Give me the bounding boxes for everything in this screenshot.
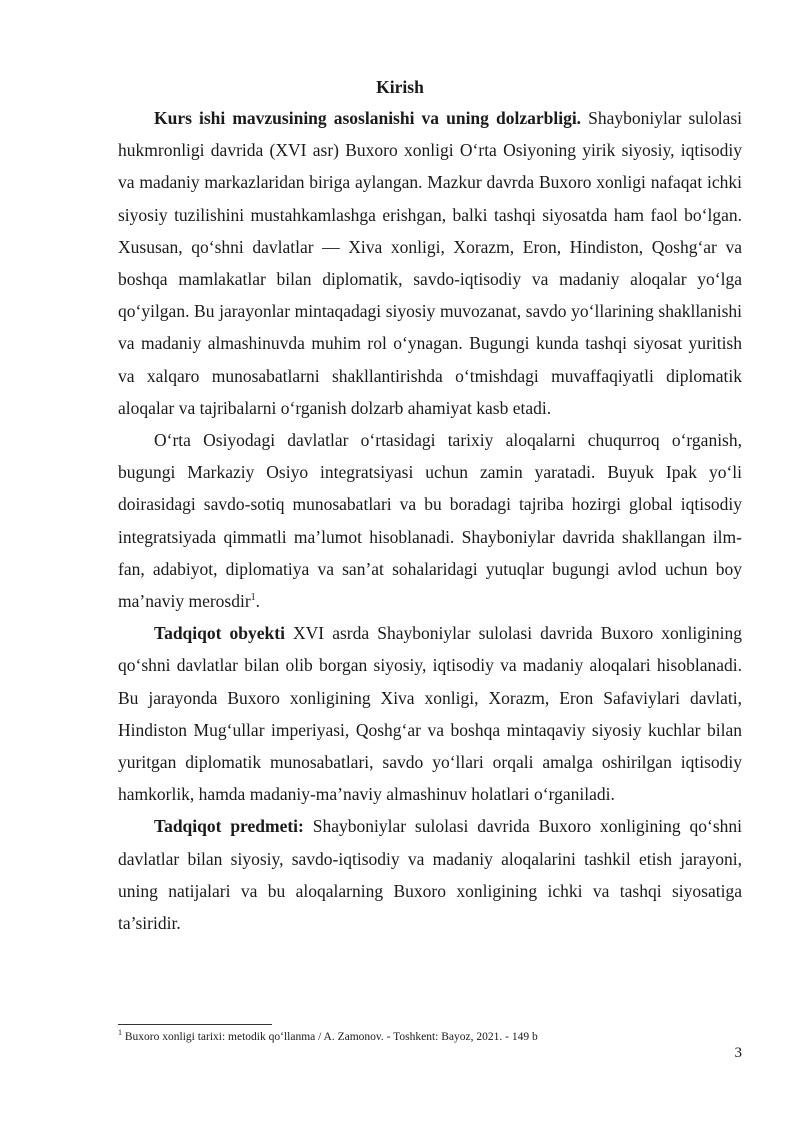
footnote [118, 1030, 742, 1045]
paragraph-research-object [118, 617, 742, 810]
footnote-text: Buxoro xonligi tarixi: metodik qo‘llanma / A. Zamonov. - Toshkent: Bayoz, 2021. - 149 b [122, 1031, 538, 1043]
paragraph-relevance [118, 102, 742, 424]
footnote-reference[interactable]: 1 [250, 592, 256, 604]
paragraph-body: O‘rta Osiyodagi davlatlar o‘rtasidagi tarixiy aloqalarni chuqurroq o‘rganish, bugungi Markaziy Osiyo integratsiyasi uchun zamin yaratadi. Buyuk Ipak yo‘li doirasidagi savdo-sotiq munosabatlari va bu boradagi tajriba hozirgi global iqtisodiy integratsiyada qimmatli ma’lumot hisoblanadi. Shayboniylar davrida shakllangan ilm-fan, adabiyot, diplomatiya va san’at sohalaridagi yutuqlar bugungi avlod uchun boy ma’naviy merosdir [118, 430, 742, 612]
paragraph-lead-bold: Tadqiqot obyekti [154, 623, 285, 644]
paragraph-end: . [255, 591, 261, 612]
paragraph-body: XVI asrda Shayboniylar sulolasi davrida Buxoro xonligining qo‘shni davlatlar bilan olib borgan siyosiy, iqtisodiy va madaniy aloqalari hisoblanadi. Bu jarayonda Buxoro xonligining Xiva xonligi, Xorazm, Eron Safaviylari davlati, Hindiston Mug‘ullar imperiyasi, Qoshg‘ar va boshqa mintaqaviy siyosiy kuchlar bilan yuritgan diplomatik munosabatlari, savdo yo‘llari orqali amalga oshirilgan iqtisodiy hamkorlik, hamda madaniy-ma’naviy almashinuv holatlari o‘rganiladi. [118, 623, 742, 805]
footnote-separator [118, 1024, 272, 1025]
paragraph-research-subject [118, 810, 742, 939]
body-text [118, 102, 742, 939]
page-number: 3 [734, 1045, 742, 1061]
paragraph-history [118, 424, 742, 617]
footnote-marker: 1 [118, 1028, 122, 1038]
paragraph-body: Shayboniylar sulolasi davrida Buxoro xonligining qo‘shni davlatlar bilan siyosiy, savdo-iqtisodiy va madaniy aloqalarini tashkil etish jarayoni, uning natijalari va bu aloqalarning Buxoro xonligining ichki va tashqi siyosatiga ta’siridir. [118, 816, 743, 934]
section-heading: Kirish [376, 77, 424, 97]
paragraph-body: Shayboniylar sulolasi hukmronligi davrida (XVI asr) Buxoro xonligi O‘rta Osiyoning yirik siyosiy, iqtisodiy va madaniy markazlaridan biriga aylangan. Mazkur davrda Buxoro xonligi nafaqat ichki siyosiy tuzilishini mustahkamlashga erishgan, balki tashqi siyosatda ham faol bo‘lgan. Xususan, qo‘shni davlatlar — Xiva xonligi, Xorazm, Eron, Hindiston, Qoshg‘ar va boshqa mamlakatlar bilan diplomatik, savdo-iqtisodiy va madaniy aloqalar yo‘lga qo‘yilgan. Bu jarayonlar mintaqadagi siyosiy muvozanat, savdo yo‘llarining shakllanishi va madaniy almashinuvda muhim rol o‘ynagan. Bugungi kunda tashqi siyosat yuritish va xalqaro munosabatlarni shakllantirishda o‘tmishdagi muvaffaqiyatli diplomatik aloqalar va tajribalarni o‘rganish dolzarb ahamiyat kasb etadi. [118, 108, 742, 418]
paragraph-lead-bold: Kurs ishi mavzusining asoslanishi va uning dolzarbligi. [154, 108, 582, 128]
paragraph-lead-bold: Tadqiqot predmeti: [154, 816, 304, 837]
